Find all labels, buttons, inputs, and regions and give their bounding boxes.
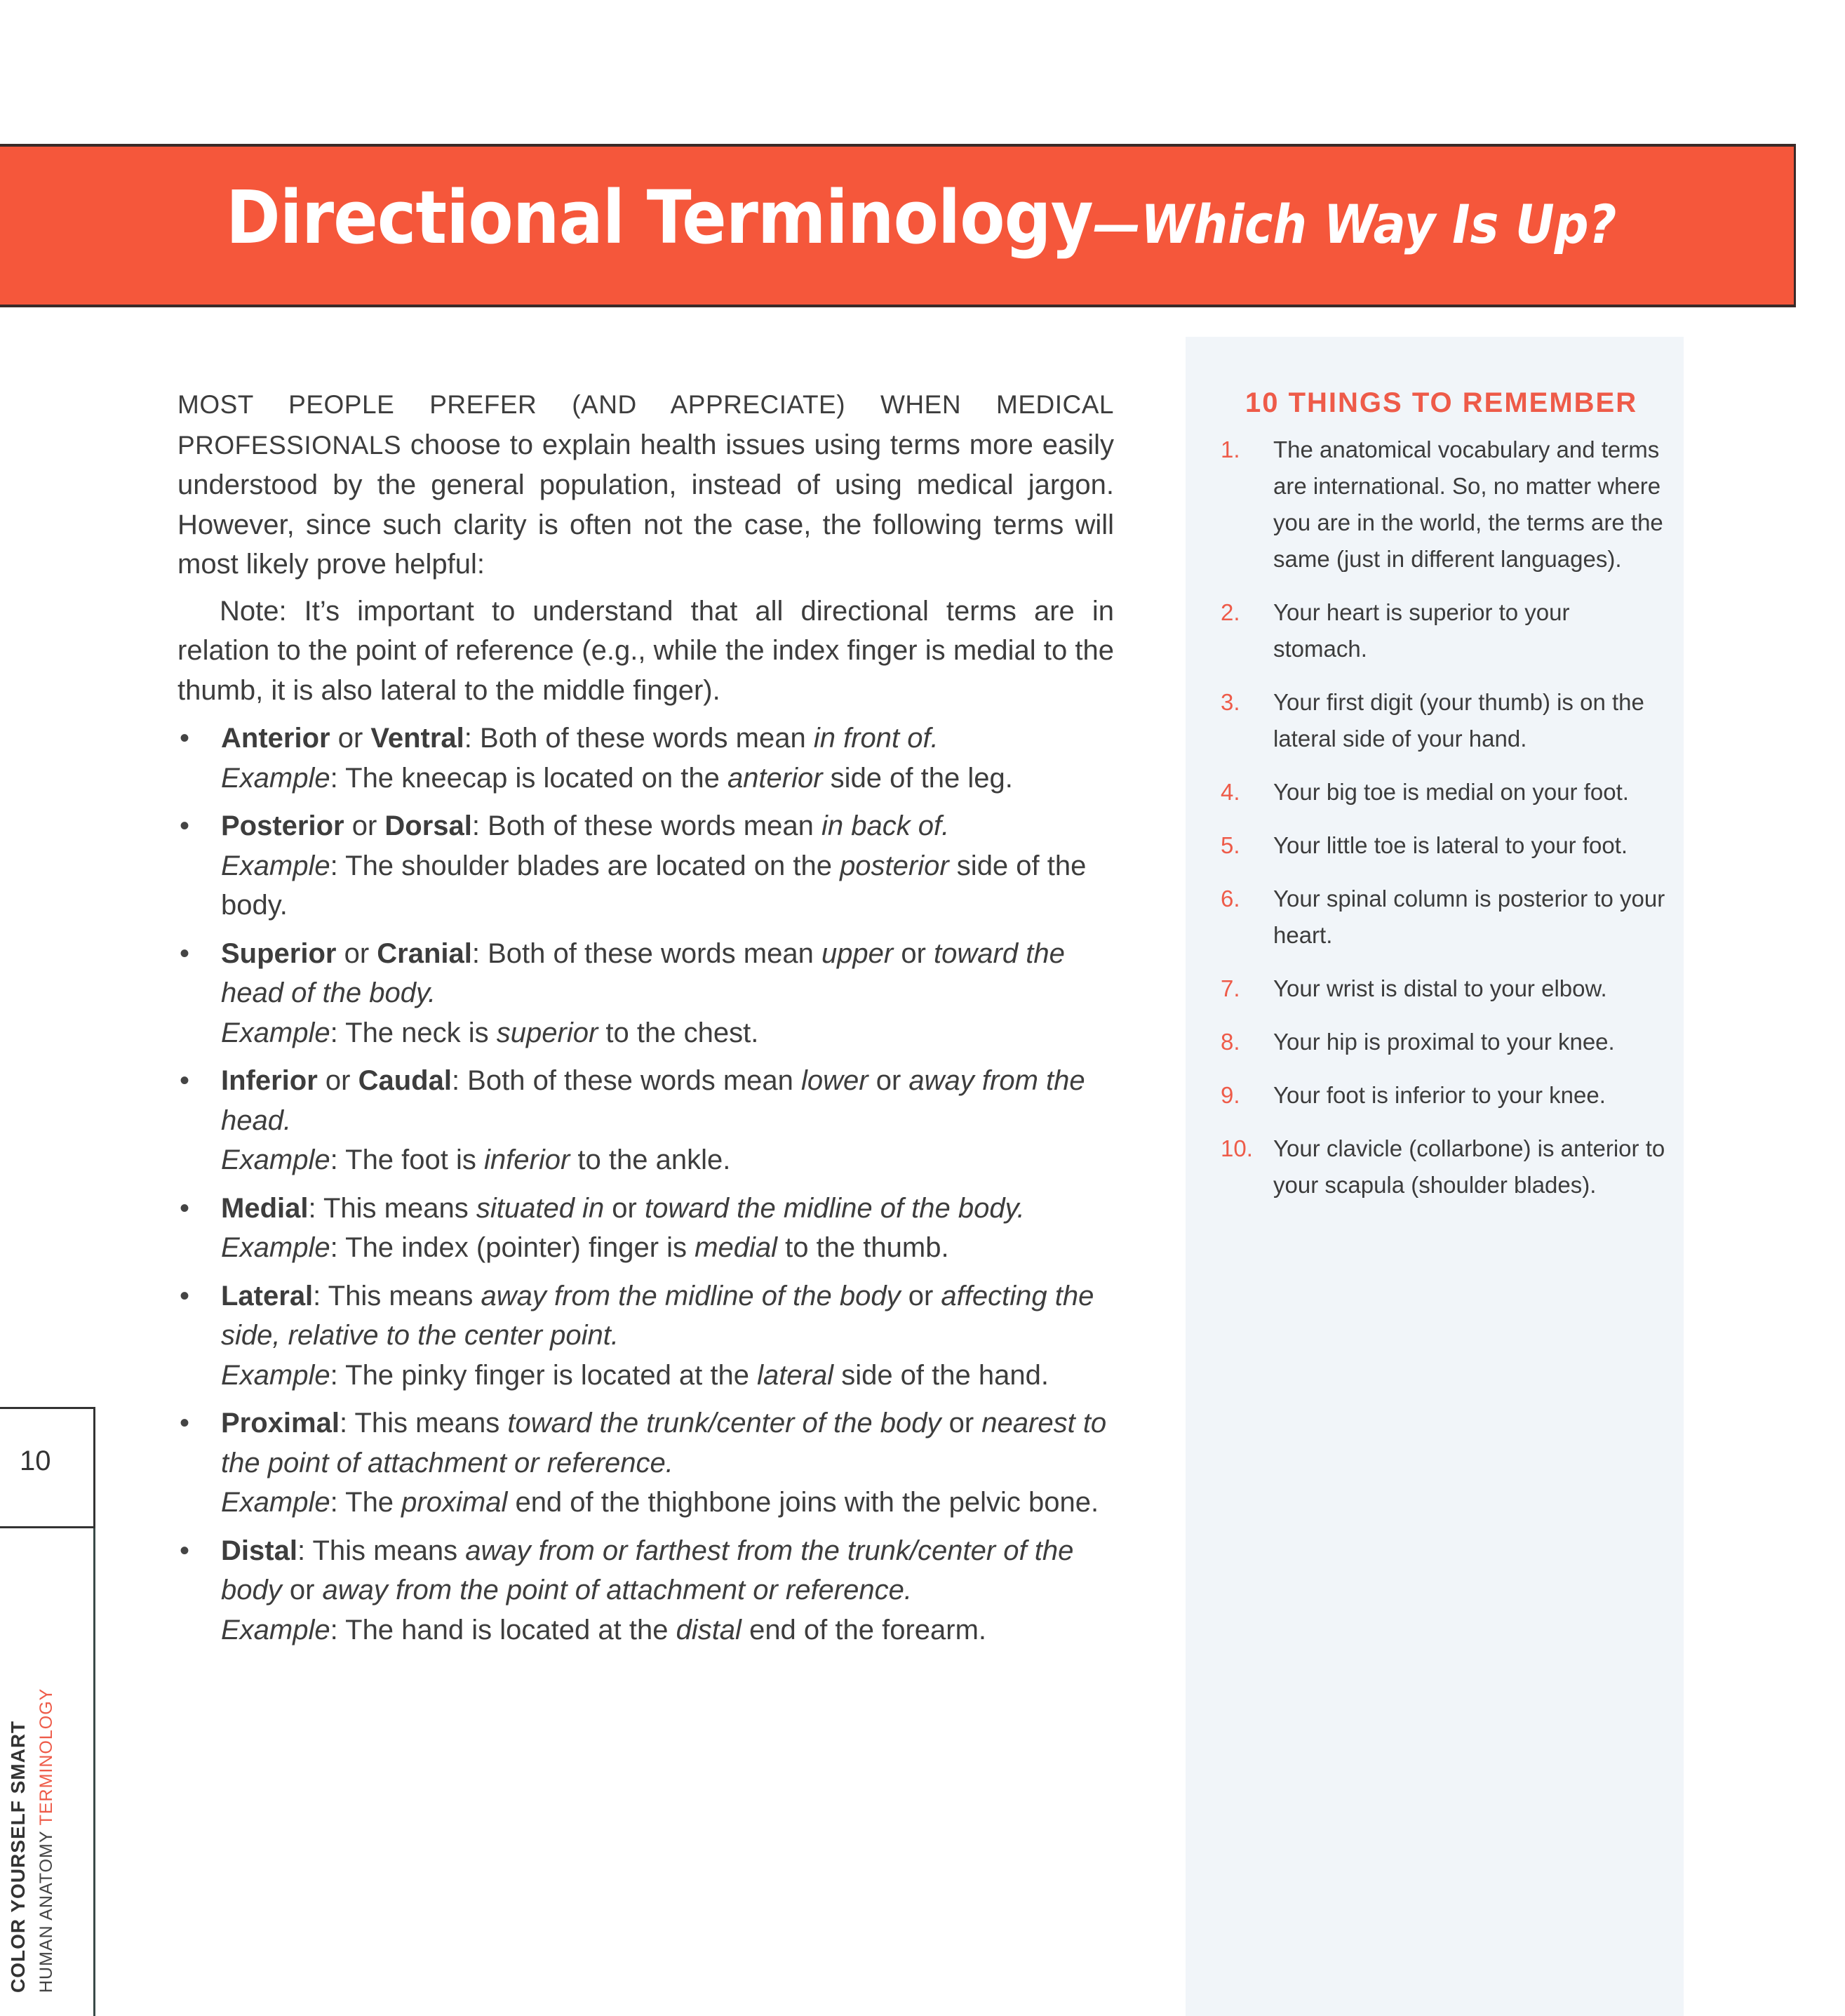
term-name: Superior — [221, 937, 337, 969]
definition-italic-tail: affecting the side, relative to the center point. — [221, 1280, 1094, 1351]
term-item — [177, 1189, 1114, 1268]
example-italic: proximal — [401, 1487, 508, 1518]
bullet-icon: • — [179, 723, 189, 754]
remember-item — [1221, 970, 1670, 1007]
definition-italic: upper — [821, 937, 894, 969]
definition-italic: lower — [801, 1065, 868, 1096]
item-text: Your foot is inferior to your knee. — [1273, 1082, 1606, 1108]
definition-italic-tail: away from the head. — [221, 1065, 1085, 1136]
example-label: Example — [221, 1359, 330, 1391]
item-text: Your little toe is lateral to your foot. — [1273, 832, 1628, 858]
things-to-remember-panel — [1186, 337, 1684, 2016]
example-text-end: to the thumb. — [777, 1232, 949, 1263]
bullet-icon: • — [179, 1192, 189, 1224]
term-joiner: or — [344, 810, 385, 841]
margin-rule — [93, 1528, 95, 2016]
term-definition — [221, 806, 1114, 846]
terms-list — [177, 719, 1114, 1650]
page-number-box — [0, 1407, 95, 1528]
term-synonym: Dorsal — [384, 810, 472, 841]
definition-italic: away from the midline of the body — [481, 1280, 901, 1311]
example-text-end: end of the thighbone joins with the pelvic bone. — [507, 1487, 1099, 1518]
term-name: Distal — [221, 1535, 297, 1566]
item-text: Your clavicle (collarbone) is anterior to your scapula (shoulder blades). — [1273, 1135, 1665, 1198]
definition-text: : This means — [313, 1280, 481, 1311]
intro-paragraph — [177, 385, 1114, 585]
page-title-main: Directional Terminology — [226, 175, 1093, 260]
item-number: 10. — [1221, 1135, 1253, 1161]
example-label: Example — [221, 1017, 330, 1048]
term-item — [177, 1276, 1114, 1396]
definition-connector: or — [900, 1280, 941, 1311]
definition-italic: situated in — [476, 1192, 605, 1224]
remember-item — [1221, 1077, 1670, 1114]
running-head-book — [36, 1688, 57, 1993]
term-item — [177, 1403, 1114, 1523]
intro-lead-caps: MOST PEOPLE PREFER (AND APPRECIATE) WHEN MEDICAL PROFESSIONALS — [177, 390, 1114, 460]
remember-item — [1221, 684, 1670, 757]
example-italic: medial — [695, 1232, 777, 1263]
term-definition — [221, 1061, 1114, 1140]
definition-connector: or — [281, 1575, 323, 1606]
definition-text: : Both of these words mean — [471, 937, 821, 969]
term-example — [221, 759, 1114, 799]
definition-italic: in front of. — [813, 723, 939, 754]
running-head-chapter: TERMINOLOGY — [36, 1688, 56, 1826]
term-item — [177, 719, 1114, 798]
bullet-icon: • — [179, 937, 189, 969]
term-name: Proximal — [221, 1408, 340, 1438]
intro-text: choose to explain health issues using terms more easily understood by the general population, instead of using medical jargon. However, since such clarity is often not the case, the following terms will most likely prove helpful: — [177, 429, 1114, 580]
term-item — [177, 1061, 1114, 1180]
item-text: Your heart is superior to your stomach. — [1273, 599, 1570, 662]
item-number: 2. — [1221, 599, 1240, 625]
running-head — [7, 1688, 57, 1993]
example-text: : The shoulder blades are located on the — [330, 850, 840, 881]
term-item — [177, 1531, 1114, 1650]
example-italic: inferior — [484, 1144, 570, 1175]
example-text: : The foot is — [330, 1144, 484, 1175]
term-definition — [221, 1403, 1114, 1483]
term-example — [221, 1356, 1114, 1396]
term-definition — [221, 1276, 1114, 1356]
example-text-end: to the chest. — [598, 1017, 759, 1048]
example-text: : The hand is located at the — [330, 1614, 676, 1645]
term-definition — [221, 1531, 1114, 1610]
term-example — [221, 1228, 1114, 1268]
item-text: Your big toe is medial on your foot. — [1273, 779, 1629, 805]
term-joiner: or — [317, 1065, 358, 1096]
remember-item — [1221, 881, 1670, 954]
item-text: Your wrist is distal to your elbow. — [1273, 975, 1607, 1001]
item-text: Your spinal column is posterior to your heart. — [1273, 886, 1665, 948]
bullet-icon: • — [179, 1535, 189, 1566]
running-head-book-text: HUMAN ANATOMY — [36, 1825, 56, 1993]
item-number: 8. — [1221, 1029, 1240, 1055]
term-definition — [221, 934, 1114, 1013]
example-italic: superior — [496, 1017, 598, 1048]
term-synonym: Ventral — [370, 723, 464, 754]
item-number: 6. — [1221, 886, 1240, 912]
example-italic: posterior — [840, 850, 949, 881]
item-number: 7. — [1221, 975, 1240, 1001]
term-example — [221, 846, 1114, 926]
item-number: 1. — [1221, 436, 1240, 462]
bullet-icon: • — [179, 1280, 189, 1311]
example-italic: anterior — [727, 762, 823, 794]
example-text-end: end of the forearm. — [741, 1614, 987, 1645]
bullet-icon: • — [179, 1408, 189, 1438]
term-synonym: Cranial — [377, 937, 472, 969]
term-definition — [221, 1189, 1114, 1229]
bullet-icon: • — [179, 1065, 189, 1096]
term-definition — [221, 719, 1114, 759]
definition-italic-tail: toward the midline of the body. — [644, 1192, 1025, 1224]
definition-text: : Both of these words mean — [464, 723, 814, 754]
term-example — [221, 1610, 1114, 1650]
definition-connector: or — [941, 1408, 982, 1438]
term-synonym: Caudal — [358, 1065, 452, 1096]
example-text: : The — [330, 1487, 402, 1518]
definition-text: : Both of these words mean — [471, 810, 821, 841]
example-text-end: to the ankle. — [570, 1144, 731, 1175]
term-name: Posterior — [221, 810, 344, 841]
term-joiner: or — [336, 937, 377, 969]
page-title — [226, 175, 1616, 260]
bullet-icon: • — [179, 810, 189, 841]
example-text: : The kneecap is located on the — [330, 762, 727, 794]
example-label: Example — [221, 762, 330, 794]
definition-text: : This means — [308, 1192, 476, 1224]
remember-item — [1221, 1024, 1670, 1060]
example-text: : The index (pointer) finger is — [330, 1232, 695, 1263]
remember-item — [1221, 774, 1670, 810]
definition-text: : This means — [339, 1408, 508, 1438]
definition-italic-tail: nearest to the point of attachment or reference. — [221, 1408, 1107, 1478]
term-example — [221, 1140, 1114, 1180]
definition-italic-tail: away from the point of attachment or reference. — [322, 1575, 912, 1606]
remember-item — [1221, 432, 1670, 578]
running-head-series: COLOR YOURSELF SMART — [7, 1720, 29, 1993]
main-column — [177, 385, 1114, 1658]
definition-italic-tail: toward the head of the body. — [221, 937, 1065, 1008]
example-italic: distal — [676, 1614, 742, 1645]
item-text: Your hip is proximal to your knee. — [1273, 1029, 1615, 1055]
note-paragraph: Note: It’s important to understand that all directional terms are in relation to the point of reference (e.g., while the index finger is medial to the thumb, it is also lateral to the middle finger). — [177, 595, 1114, 706]
definition-connector: or — [604, 1192, 645, 1224]
definition-text: : This means — [297, 1535, 466, 1566]
example-text-end: side of the body. — [221, 850, 1087, 921]
sidebar-title: 10 THINGS TO REMEMBER — [1245, 387, 1638, 418]
definition-italic: in back of. — [821, 810, 950, 841]
title-banner — [0, 144, 1796, 307]
remember-item — [1221, 1130, 1670, 1203]
definition-text: : Both of these words mean — [451, 1065, 801, 1096]
term-item — [177, 934, 1114, 1053]
term-joiner: or — [330, 723, 371, 754]
example-italic: lateral — [757, 1359, 834, 1391]
item-number: 3. — [1221, 689, 1240, 715]
remember-list — [1221, 432, 1670, 1220]
example-text: : The neck is — [330, 1017, 497, 1048]
definition-connector: or — [868, 1065, 909, 1096]
example-text: : The pinky finger is located at the — [330, 1359, 758, 1391]
example-label: Example — [221, 1144, 330, 1175]
term-name: Inferior — [221, 1065, 318, 1096]
term-example — [221, 1013, 1114, 1053]
term-item — [177, 806, 1114, 926]
term-example — [221, 1483, 1114, 1523]
item-number: 4. — [1221, 779, 1240, 805]
definition-connector: or — [893, 937, 934, 969]
remember-item — [1221, 827, 1670, 864]
page-number: 10 — [20, 1446, 51, 1476]
example-label: Example — [221, 1614, 330, 1645]
page-title-subtitle: —Which Way Is Up? — [1092, 193, 1617, 255]
item-text: Your first digit (your thumb) is on the lateral side of your hand. — [1273, 689, 1644, 752]
remember-item — [1221, 594, 1670, 667]
example-label: Example — [221, 1487, 330, 1518]
item-text: The anatomical vocabulary and terms are international. So, no matter where you are in the world, the terms are the same (just in different languages). — [1273, 436, 1663, 572]
example-label: Example — [221, 850, 330, 881]
definition-italic: away from or farthest from the trunk/center of the body — [221, 1535, 1074, 1606]
item-number: 9. — [1221, 1082, 1240, 1108]
term-name: Lateral — [221, 1280, 314, 1311]
example-text-end: side of the leg. — [822, 762, 1013, 794]
item-number: 5. — [1221, 832, 1240, 858]
example-text-end: side of the hand. — [833, 1359, 1049, 1391]
definition-italic: toward the trunk/center of the body — [507, 1408, 941, 1438]
example-label: Example — [221, 1232, 330, 1263]
term-name: Anterior — [221, 723, 330, 754]
term-name: Medial — [221, 1192, 309, 1224]
